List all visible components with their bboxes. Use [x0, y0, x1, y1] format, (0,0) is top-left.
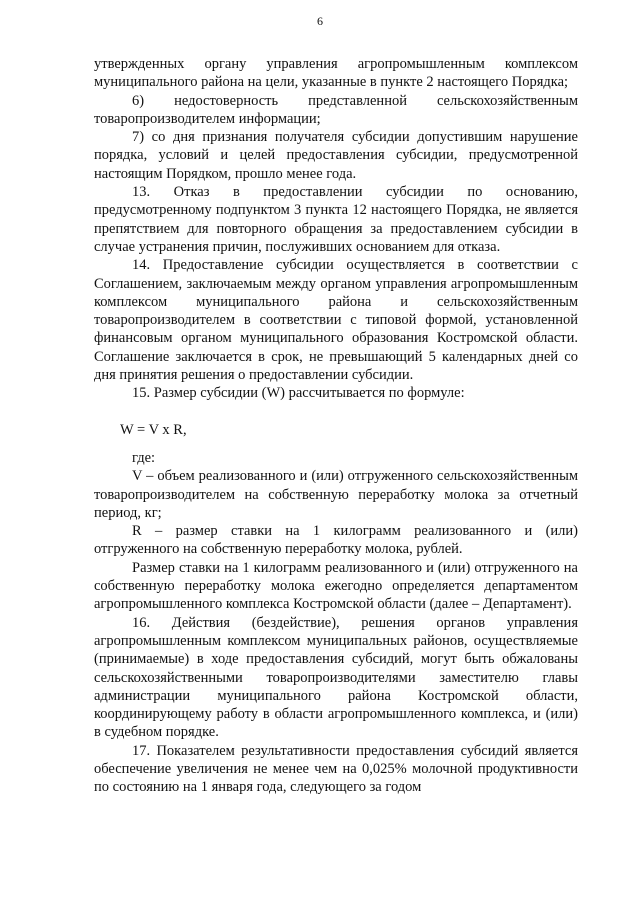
definition-r: R – размер ставки на 1 килограмм реализованного и (или) отгруженного на собственную переработку молока, рублей.: [94, 523, 578, 558]
paragraph-14: 14. Предоставление субсидии осуществляется в соответствии с Соглашением, заключаемым между органом управления агропромышленным комплексом муниципального района и сельскохозяйственным товаропроизводителем в соответствии с типовой формой, установленной финансовым органом муниципального образования Костромской области. Соглашение заключается в срок, не превышающий 5 календарных дней со дня принятия решения о предоставлении субсидии.: [94, 257, 578, 384]
paragraph-rate: Размер ставки на 1 килограмм реализованного и (или) отгруженного на собственную переработку молока ежегодно определяется департаментом агропромышленного комплекса Костромской области (далее – Департамент).: [94, 559, 578, 613]
definition-v: V – объем реализованного и (или) отгруженного сельскохозяйственным товаропроизводителем на собственную переработку молока за отчетный период, кг;: [94, 468, 578, 521]
document-body: [94, 55, 578, 797]
paragraph-subitem-7: 7) со дня признания получателя субсидии допустившим нарушение порядка, условий и целей предоставления субсидии, предусмотренной настоящим Порядком, прошло менее года.: [94, 129, 578, 182]
formula-where-label: где:: [132, 449, 156, 466]
paragraph-15: 15. Размер субсидии (W) рассчитывается по формуле:: [132, 385, 465, 402]
paragraph-intro-continuation: утвержденных органу управления агропромышленным комплексом муниципального района на цели, указанные в пункте 2 настоящего Порядка;: [94, 56, 578, 91]
paragraph-17: 17. Показателем результативности предоставления субсидий является обеспечение увеличения не менее чем на 0,025% молочной продуктивности по состоянию на 1 января года, следующего за годом: [94, 742, 578, 796]
page-number: 6: [317, 14, 323, 28]
paragraph-subitem-6: 6) недостоверность представленной сельскохозяйственным товаропроизводителем информации;: [94, 92, 578, 127]
paragraph-16: 16. Действия (бездействие), решения органов управления агропромышленным комплексом муниципальных районов, осуществляемые (принимаемые) в ходе предоставления субсидий, могут быть обжалованы сельскохозяйственными товаропроизводителями заместителю главы администрации муниципального района Костромской области, координирующему работу в области агропромышленного комплекса, и (или) в судебном порядке.: [94, 614, 578, 741]
formula: W = V x R,: [120, 421, 187, 438]
paragraph-13: 13. Отказ в предоставлении субсидии по основанию, предусмотренному подпунктом 3 пункта 12 настоящего Порядка, не является препятствием для повторного обращения за предоставлением субсидии в случае устранения причин, послуживших основанием для отказа.: [94, 184, 578, 255]
